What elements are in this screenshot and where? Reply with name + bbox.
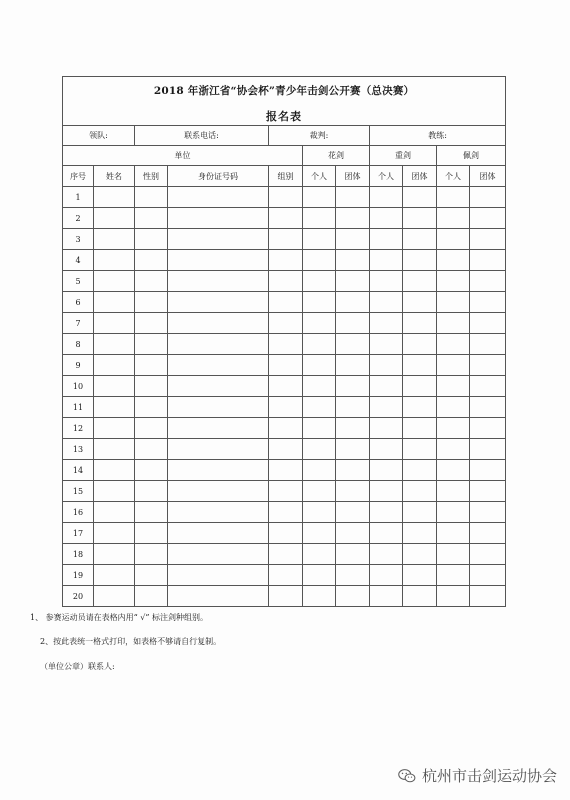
- row-gender-cell[interactable]: [135, 229, 168, 250]
- row-sabre-individual-cell[interactable]: [437, 187, 470, 208]
- weapon-epee-header: 重剑: [370, 146, 437, 166]
- row-foil-individual-cell[interactable]: [303, 334, 336, 355]
- row-epee-team-cell[interactable]: [403, 418, 437, 439]
- note-2: 2、按此表统一格式打印，如表格不够请自行复制。: [40, 637, 222, 646]
- note-3: （单位公章）联系人:: [40, 662, 115, 671]
- row-sabre-team-cell[interactable]: [470, 187, 506, 208]
- row-foil-individual-cell[interactable]: [303, 376, 336, 397]
- row-epee-team-cell[interactable]: [403, 544, 437, 565]
- row-gender-cell[interactable]: [135, 523, 168, 544]
- weapon-sabre-header: 佩剑: [437, 146, 506, 166]
- row-id-cell[interactable]: [168, 334, 269, 355]
- row-id-cell[interactable]: [168, 565, 269, 586]
- row-name-cell[interactable]: [94, 397, 135, 418]
- row-name-cell[interactable]: [94, 376, 135, 397]
- row-sabre-individual-cell[interactable]: [437, 334, 470, 355]
- row-gender-cell[interactable]: [135, 313, 168, 334]
- row-sabre-individual-cell[interactable]: [437, 544, 470, 565]
- col-epee-team-header: 团体: [403, 166, 437, 187]
- row-index: 1: [63, 187, 94, 208]
- row-foil-individual-cell[interactable]: [303, 229, 336, 250]
- row-name-cell[interactable]: [94, 292, 135, 313]
- row-epee-team-cell[interactable]: [403, 565, 437, 586]
- row-name-cell[interactable]: [94, 565, 135, 586]
- row-sabre-individual-cell[interactable]: [437, 313, 470, 334]
- row-index: 20: [63, 586, 94, 607]
- row-sabre-team-cell[interactable]: [470, 229, 506, 250]
- row-name-cell[interactable]: [94, 313, 135, 334]
- row-foil-team-cell[interactable]: [336, 418, 370, 439]
- row-foil-individual-cell[interactable]: [303, 355, 336, 376]
- row-foil-individual-cell[interactable]: [303, 586, 336, 607]
- row-epee-individual-cell[interactable]: [370, 481, 403, 502]
- row-id-cell[interactable]: [168, 250, 269, 271]
- row-gender-cell[interactable]: [135, 565, 168, 586]
- row-foil-team-cell[interactable]: [336, 439, 370, 460]
- row-foil-team-cell[interactable]: [336, 334, 370, 355]
- row-index: 6: [63, 292, 94, 313]
- row-epee-individual-cell[interactable]: [370, 565, 403, 586]
- table-row: [63, 460, 506, 481]
- table-row: [63, 481, 506, 502]
- row-sabre-team-cell[interactable]: [470, 271, 506, 292]
- col-id-header: 身份证号码: [168, 166, 269, 187]
- row-index: 11: [63, 397, 94, 418]
- row-foil-individual-cell[interactable]: [303, 544, 336, 565]
- row-sabre-team-cell[interactable]: [470, 439, 506, 460]
- row-sabre-individual-cell[interactable]: [437, 439, 470, 460]
- unit-row: [63, 146, 506, 166]
- row-gender-cell[interactable]: [135, 397, 168, 418]
- row-gender-cell[interactable]: [135, 271, 168, 292]
- row-group-cell[interactable]: [269, 187, 303, 208]
- row-index: 14: [63, 460, 94, 481]
- row-epee-team-cell[interactable]: [403, 376, 437, 397]
- row-group-cell[interactable]: [269, 397, 303, 418]
- table-row: [63, 313, 506, 334]
- row-group-cell[interactable]: [269, 586, 303, 607]
- row-name-cell[interactable]: [94, 229, 135, 250]
- row-epee-individual-cell[interactable]: [370, 187, 403, 208]
- row-foil-team-cell[interactable]: [336, 544, 370, 565]
- row-sabre-team-cell[interactable]: [470, 397, 506, 418]
- row-sabre-team-cell[interactable]: [470, 565, 506, 586]
- column-header-row: [63, 166, 506, 187]
- phone-field[interactable]: 联系电话:: [135, 126, 269, 146]
- row-epee-team-cell[interactable]: [403, 271, 437, 292]
- unit-field[interactable]: 单位: [63, 146, 303, 166]
- row-group-cell[interactable]: [269, 376, 303, 397]
- row-index: 2: [63, 208, 94, 229]
- row-name-cell[interactable]: [94, 481, 135, 502]
- row-sabre-individual-cell[interactable]: [437, 250, 470, 271]
- form-subtitle: 报名表: [266, 110, 303, 123]
- form-header: [63, 77, 506, 126]
- col-name-header: 姓名: [94, 166, 135, 187]
- row-id-cell[interactable]: [168, 418, 269, 439]
- table-row: [63, 229, 506, 250]
- row-sabre-team-cell[interactable]: [470, 586, 506, 607]
- row-id-cell[interactable]: [168, 523, 269, 544]
- row-epee-team-cell[interactable]: [403, 250, 437, 271]
- row-epee-individual-cell[interactable]: [370, 313, 403, 334]
- row-epee-team-cell[interactable]: [403, 355, 437, 376]
- row-id-cell[interactable]: [168, 586, 269, 607]
- col-foil-team-header: 团体: [336, 166, 370, 187]
- row-group-cell[interactable]: [269, 418, 303, 439]
- row-name-cell[interactable]: [94, 250, 135, 271]
- row-sabre-individual-cell[interactable]: [437, 418, 470, 439]
- row-epee-individual-cell[interactable]: [370, 397, 403, 418]
- col-index-header: 序号: [63, 166, 94, 187]
- row-epee-individual-cell[interactable]: [370, 502, 403, 523]
- row-foil-team-cell[interactable]: [336, 187, 370, 208]
- table-row: [63, 376, 506, 397]
- row-name-cell[interactable]: [94, 271, 135, 292]
- row-gender-cell[interactable]: [135, 544, 168, 565]
- row-foil-team-cell[interactable]: [336, 481, 370, 502]
- row-epee-individual-cell[interactable]: [370, 229, 403, 250]
- row-epee-individual-cell[interactable]: [370, 418, 403, 439]
- row-epee-individual-cell[interactable]: [370, 544, 403, 565]
- row-foil-individual-cell[interactable]: [303, 250, 336, 271]
- row-group-cell[interactable]: [269, 502, 303, 523]
- col-sabre-team-header: 团体: [470, 166, 506, 187]
- row-foil-individual-cell[interactable]: [303, 313, 336, 334]
- row-id-cell[interactable]: [168, 187, 269, 208]
- row-id-cell[interactable]: [168, 376, 269, 397]
- row-name-cell[interactable]: [94, 418, 135, 439]
- table-row: [63, 565, 506, 586]
- row-foil-team-cell[interactable]: [336, 586, 370, 607]
- row-name-cell[interactable]: [94, 523, 135, 544]
- row-foil-individual-cell[interactable]: [303, 187, 336, 208]
- row-epee-individual-cell[interactable]: [370, 376, 403, 397]
- coach-field[interactable]: 教练:: [370, 126, 506, 146]
- row-gender-cell[interactable]: [135, 250, 168, 271]
- row-epee-individual-cell[interactable]: [370, 439, 403, 460]
- row-index: 5: [63, 271, 94, 292]
- table-row: [63, 187, 506, 208]
- row-sabre-individual-cell[interactable]: [437, 523, 470, 544]
- row-sabre-team-cell[interactable]: [470, 376, 506, 397]
- row-index: 8: [63, 334, 94, 355]
- table-row: [63, 208, 506, 229]
- row-sabre-individual-cell[interactable]: [437, 502, 470, 523]
- info-row: [63, 126, 506, 146]
- row-index: 13: [63, 439, 94, 460]
- row-group-cell[interactable]: [269, 523, 303, 544]
- row-index: 17: [63, 523, 94, 544]
- row-sabre-individual-cell[interactable]: [437, 565, 470, 586]
- row-gender-cell[interactable]: [135, 460, 168, 481]
- row-index: 9: [63, 355, 94, 376]
- row-foil-team-cell[interactable]: [336, 271, 370, 292]
- col-sabre-individual-header: 个人: [437, 166, 470, 187]
- row-index: 18: [63, 544, 94, 565]
- col-group-header: 组别: [269, 166, 303, 187]
- row-foil-team-cell[interactable]: [336, 376, 370, 397]
- table-row: [63, 334, 506, 355]
- row-foil-individual-cell[interactable]: [303, 502, 336, 523]
- row-sabre-team-cell[interactable]: [470, 292, 506, 313]
- col-gender-header: 性别: [135, 166, 168, 187]
- row-name-cell[interactable]: [94, 334, 135, 355]
- row-epee-team-cell[interactable]: [403, 292, 437, 313]
- row-sabre-team-cell[interactable]: [470, 460, 506, 481]
- row-foil-team-cell[interactable]: [336, 208, 370, 229]
- row-epee-team-cell[interactable]: [403, 208, 437, 229]
- row-sabre-individual-cell[interactable]: [437, 460, 470, 481]
- row-index: 19: [63, 565, 94, 586]
- row-foil-team-cell[interactable]: [336, 397, 370, 418]
- row-gender-cell[interactable]: [135, 292, 168, 313]
- row-foil-individual-cell[interactable]: [303, 271, 336, 292]
- row-index: 4: [63, 250, 94, 271]
- row-gender-cell[interactable]: [135, 355, 168, 376]
- row-epee-team-cell[interactable]: [403, 523, 437, 544]
- row-sabre-individual-cell[interactable]: [437, 397, 470, 418]
- form-rows: [63, 187, 506, 607]
- row-id-cell[interactable]: [168, 460, 269, 481]
- row-id-cell[interactable]: [168, 313, 269, 334]
- row-foil-team-cell[interactable]: [336, 523, 370, 544]
- row-id-cell[interactable]: [168, 208, 269, 229]
- table-row: [63, 250, 506, 271]
- row-sabre-individual-cell[interactable]: [437, 208, 470, 229]
- row-group-cell[interactable]: [269, 250, 303, 271]
- row-index: 16: [63, 502, 94, 523]
- row-sabre-team-cell[interactable]: [470, 355, 506, 376]
- row-gender-cell[interactable]: [135, 502, 168, 523]
- note-1: 1、 参赛运动员请在表格内用“ √” 标注剑种组别。: [30, 613, 208, 622]
- row-sabre-individual-cell[interactable]: [437, 481, 470, 502]
- watermark: [398, 765, 557, 786]
- row-gender-cell[interactable]: [135, 376, 168, 397]
- row-gender-cell[interactable]: [135, 208, 168, 229]
- row-sabre-team-cell[interactable]: [470, 334, 506, 355]
- table-row: [63, 271, 506, 292]
- row-epee-team-cell[interactable]: [403, 334, 437, 355]
- table-row: [63, 544, 506, 565]
- row-foil-individual-cell[interactable]: [303, 565, 336, 586]
- table-row: [63, 397, 506, 418]
- table-row: [63, 502, 506, 523]
- row-epee-team-cell[interactable]: [403, 460, 437, 481]
- row-sabre-team-cell[interactable]: [470, 418, 506, 439]
- referee-field[interactable]: 裁判:: [269, 126, 370, 146]
- row-group-cell[interactable]: [269, 439, 303, 460]
- row-epee-team-cell[interactable]: [403, 397, 437, 418]
- row-id-cell[interactable]: [168, 292, 269, 313]
- row-foil-team-cell[interactable]: [336, 292, 370, 313]
- row-sabre-individual-cell[interactable]: [437, 376, 470, 397]
- row-foil-individual-cell[interactable]: [303, 208, 336, 229]
- row-sabre-individual-cell[interactable]: [437, 586, 470, 607]
- row-id-cell[interactable]: [168, 271, 269, 292]
- table-row: [63, 439, 506, 460]
- row-group-cell[interactable]: [269, 565, 303, 586]
- row-name-cell[interactable]: [94, 355, 135, 376]
- row-id-cell[interactable]: [168, 229, 269, 250]
- row-group-cell[interactable]: [269, 229, 303, 250]
- row-name-cell[interactable]: [94, 502, 135, 523]
- row-epee-individual-cell[interactable]: [370, 208, 403, 229]
- row-foil-team-cell[interactable]: [336, 250, 370, 271]
- row-foil-individual-cell[interactable]: [303, 418, 336, 439]
- row-sabre-team-cell[interactable]: [470, 544, 506, 565]
- row-epee-individual-cell[interactable]: [370, 355, 403, 376]
- row-foil-team-cell[interactable]: [336, 565, 370, 586]
- row-index: 10: [63, 376, 94, 397]
- table-row: [63, 292, 506, 313]
- table-row: [63, 355, 506, 376]
- row-epee-individual-cell[interactable]: [370, 460, 403, 481]
- row-foil-individual-cell[interactable]: [303, 523, 336, 544]
- row-group-cell[interactable]: [269, 271, 303, 292]
- row-foil-team-cell[interactable]: [336, 313, 370, 334]
- row-sabre-individual-cell[interactable]: [437, 229, 470, 250]
- row-id-cell[interactable]: [168, 481, 269, 502]
- table-row: [63, 523, 506, 544]
- row-epee-team-cell[interactable]: [403, 439, 437, 460]
- registration-form-table: [62, 76, 506, 607]
- row-sabre-team-cell[interactable]: [470, 313, 506, 334]
- row-epee-team-cell[interactable]: [403, 502, 437, 523]
- row-epee-individual-cell[interactable]: [370, 250, 403, 271]
- row-group-cell[interactable]: [269, 460, 303, 481]
- row-group-cell[interactable]: [269, 208, 303, 229]
- table-row: [63, 418, 506, 439]
- row-name-cell[interactable]: [94, 586, 135, 607]
- row-name-cell[interactable]: [94, 544, 135, 565]
- row-sabre-individual-cell[interactable]: [437, 292, 470, 313]
- row-epee-individual-cell[interactable]: [370, 292, 403, 313]
- row-gender-cell[interactable]: [135, 439, 168, 460]
- wechat-icon: [398, 768, 416, 784]
- row-foil-individual-cell[interactable]: [303, 439, 336, 460]
- weapon-foil-header: 花剑: [303, 146, 370, 166]
- row-id-cell[interactable]: [168, 397, 269, 418]
- row-id-cell[interactable]: [168, 439, 269, 460]
- row-name-cell[interactable]: [94, 460, 135, 481]
- row-gender-cell[interactable]: [135, 187, 168, 208]
- row-index: 7: [63, 313, 94, 334]
- row-name-cell[interactable]: [94, 208, 135, 229]
- row-epee-team-cell[interactable]: [403, 187, 437, 208]
- row-gender-cell[interactable]: [135, 334, 168, 355]
- row-foil-team-cell[interactable]: [336, 229, 370, 250]
- row-id-cell[interactable]: [168, 544, 269, 565]
- row-epee-team-cell[interactable]: [403, 586, 437, 607]
- watermark-text: 杭州市击剑运动协会: [422, 767, 558, 785]
- row-id-cell[interactable]: [168, 502, 269, 523]
- row-sabre-individual-cell[interactable]: [437, 271, 470, 292]
- row-epee-individual-cell[interactable]: [370, 586, 403, 607]
- row-gender-cell[interactable]: [135, 418, 168, 439]
- row-group-cell[interactable]: [269, 355, 303, 376]
- row-index: 3: [63, 229, 94, 250]
- row-foil-team-cell[interactable]: [336, 355, 370, 376]
- row-foil-individual-cell[interactable]: [303, 481, 336, 502]
- row-index: 12: [63, 418, 94, 439]
- leader-field[interactable]: 领队:: [63, 126, 135, 146]
- row-sabre-team-cell[interactable]: [470, 250, 506, 271]
- row-foil-individual-cell[interactable]: [303, 397, 336, 418]
- row-sabre-team-cell[interactable]: [470, 481, 506, 502]
- row-index: 15: [63, 481, 94, 502]
- row-epee-team-cell[interactable]: [403, 481, 437, 502]
- row-group-cell[interactable]: [269, 481, 303, 502]
- row-foil-individual-cell[interactable]: [303, 292, 336, 313]
- row-foil-team-cell[interactable]: [336, 460, 370, 481]
- row-foil-team-cell[interactable]: [336, 502, 370, 523]
- table-row: [63, 586, 506, 607]
- col-foil-individual-header: 个人: [303, 166, 336, 187]
- row-epee-team-cell[interactable]: [403, 229, 437, 250]
- row-gender-cell[interactable]: [135, 586, 168, 607]
- row-group-cell[interactable]: [269, 313, 303, 334]
- form-title: 2018 年浙江省“协会杯”青少年击剑公开赛（总决赛）: [153, 85, 415, 97]
- row-epee-individual-cell[interactable]: [370, 334, 403, 355]
- row-name-cell[interactable]: [94, 187, 135, 208]
- row-group-cell[interactable]: [269, 334, 303, 355]
- row-epee-team-cell[interactable]: [403, 313, 437, 334]
- row-epee-individual-cell[interactable]: [370, 523, 403, 544]
- row-id-cell[interactable]: [168, 355, 269, 376]
- row-sabre-individual-cell[interactable]: [437, 355, 470, 376]
- row-name-cell[interactable]: [94, 439, 135, 460]
- row-sabre-team-cell[interactable]: [470, 523, 506, 544]
- row-group-cell[interactable]: [269, 544, 303, 565]
- row-epee-individual-cell[interactable]: [370, 271, 403, 292]
- row-foil-individual-cell[interactable]: [303, 460, 336, 481]
- row-sabre-team-cell[interactable]: [470, 502, 506, 523]
- col-epee-individual-header: 个人: [370, 166, 403, 187]
- row-gender-cell[interactable]: [135, 481, 168, 502]
- row-group-cell[interactable]: [269, 292, 303, 313]
- row-sabre-team-cell[interactable]: [470, 208, 506, 229]
